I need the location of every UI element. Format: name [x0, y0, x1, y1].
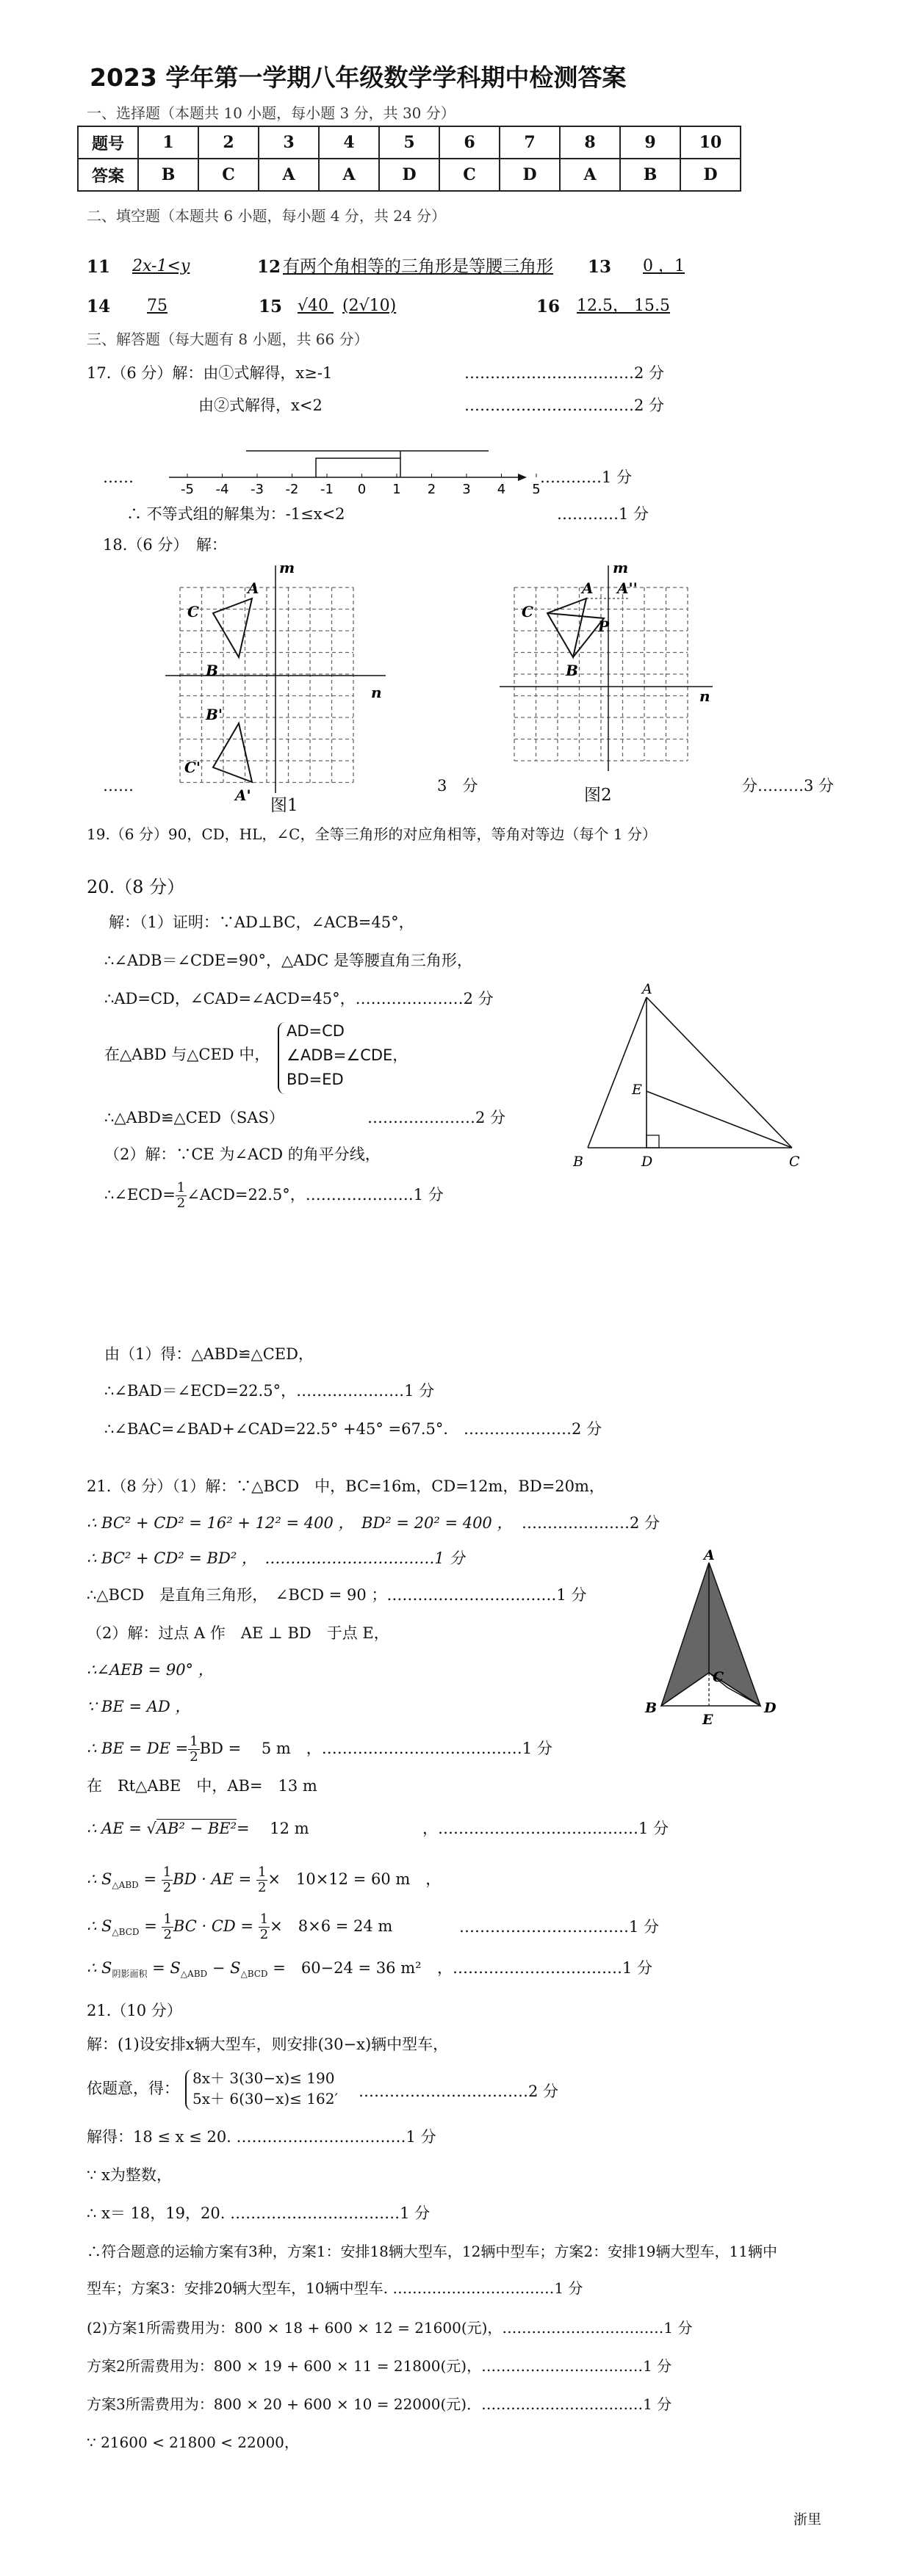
fraction-numerator: 1 [257, 1864, 267, 1880]
number-line-tick-label: -1 [320, 482, 334, 497]
q21a-line10-d: × 10×12 = 60 m ， [267, 1870, 442, 1888]
q14-number: 14 [87, 297, 111, 316]
q21a-line4: （2）解：过点 A 作 AE ⊥ BD 于点 E， [87, 1624, 389, 1642]
fraction-numerator: 1 [190, 1734, 198, 1749]
number-line [169, 438, 541, 497]
q21a-line3: ∴△BCD 是直角三角形， ∠BCD = 90 ；……………………………1 分 [87, 1586, 587, 1604]
q21a-label-D: D [764, 1700, 777, 1716]
q20-line7-a: ∴∠ECD= [104, 1185, 176, 1204]
q21a-label-E: E [702, 1712, 713, 1728]
table-header-cell: 题号 [78, 126, 138, 159]
q18-label-B-prime: B' [206, 706, 223, 723]
q21a-figure [639, 1548, 786, 1732]
q20-line6: （2）解：∵CE 为∠ACD 的角平分线， [104, 1146, 381, 1163]
q21b-line1: 解：(1)设安排x辆大型车，则安排(30−x)辆中型车， [87, 2036, 449, 2053]
q21a-line9-sqrt: AB² − BE² [156, 1820, 237, 1837]
q21a-line9-points: ，…………………………………1 分 [422, 1820, 669, 1837]
q21a-line2: ∴ BC² + CD² = BD² ， ……………………………1 分 [87, 1549, 465, 1567]
q20-line7-b: ∠ACD=22.5°，…………………1 分 [187, 1185, 444, 1204]
table-cell: B [138, 159, 198, 191]
q21b-line8: (2)方案1所需费用为：800 × 18 + 600 × 12 = 21600(元)，……………………………1 分 [87, 2319, 693, 2337]
q21b-line10: 方案3所需费用为：800 × 20 + 600 × 10 = 22000(元)．……………………………1 分 [87, 2395, 672, 2413]
fraction-numerator: 1 [163, 1911, 172, 1927]
fraction-half [259, 1912, 270, 1942]
q19-answer: 19.（6 分）90，CD，HL，∠C，全等三角形的对应角相等，等角对等边（每个 1 分） [87, 825, 657, 843]
q18-points-b: 分………3 分 [742, 777, 835, 795]
table-cell: A [319, 159, 379, 191]
table-cell: 4 [319, 126, 379, 159]
table-cell: D [379, 159, 439, 191]
q21a-line11-c: BC · CD = [173, 1917, 259, 1935]
q11-number: 11 [87, 257, 111, 277]
q21a-line7 [87, 1734, 552, 1765]
choice-answer-table [77, 126, 741, 192]
fraction-half [162, 1865, 173, 1895]
number-line-tick-label: -2 [285, 482, 299, 497]
table-cell: A [560, 159, 620, 191]
q21a-line12-sub2: △ABD [180, 1969, 208, 1980]
q21a-label-C: C [713, 1669, 724, 1685]
q21b-system-1: 8x＋ 3(30−x)≤ 190 [192, 2069, 335, 2087]
fraction-numerator: 1 [259, 1911, 269, 1927]
q17-points1: ……………………………2 分 [464, 364, 665, 382]
footer-text: 浙里 [793, 2511, 822, 2528]
q21a-line7-b: BD = 5 m ，…………………………………1 分 [199, 1739, 552, 1757]
q21b-line11: ∵ 21600 < 21800 < 22000， [87, 2434, 299, 2451]
table-cell: 5 [379, 126, 439, 159]
q21b-line4: ∵ x为整数， [87, 2166, 172, 2184]
fraction-denominator: 2 [176, 1195, 186, 1211]
q17-line1: 17.（6 分）解：由①式解得，x≥-1 [87, 364, 333, 382]
q21a-line6: ∵ BE = AD ， [87, 1698, 191, 1715]
fraction-denominator: 2 [259, 1926, 269, 1942]
table-cell: 8 [560, 126, 620, 159]
q12-number: 12 [257, 257, 281, 277]
fraction-half [256, 1865, 267, 1895]
fraction-denominator: 2 [190, 1748, 198, 1765]
q17-points3: …………1 分 [540, 468, 633, 486]
q21a-line9-b: = 12 m [237, 1820, 309, 1837]
q20-line3: ∴AD=CD，∠CAD=∠ACD=45°，…………………2 分 [104, 990, 494, 1007]
q18-fig2-label-B: B [566, 662, 578, 679]
q21a-line12-sub: 阴影面积 [112, 1969, 148, 1980]
q21b-line2: 依题意，得： [87, 2080, 179, 2097]
q21b-line2-points: ……………………………2 分 [359, 2083, 559, 2100]
q12-answer: 有两个角相等的三角形是等腰三角形 [283, 257, 553, 276]
q21a-line10-c: BD · AE = [173, 1870, 256, 1888]
q21a-line11-a: ∴ S [87, 1917, 112, 1935]
q21a-line9 [87, 1820, 309, 1838]
q15-answer-b: (2√10) [342, 297, 397, 315]
q20-line5: ∴△ABD≌△CED（SAS） [104, 1109, 284, 1126]
q21a-line12-a: ∴ S [87, 1959, 112, 1977]
table-header-cell: 答案 [78, 159, 138, 191]
q13-answer: 0 ，1 [643, 257, 685, 275]
table-cell: D [680, 159, 741, 191]
table-cell: 2 [198, 126, 259, 159]
q21b-line9: 方案2所需费用为：800 × 19 + 600 × 11 = 21800(元)，……………………………1 分 [87, 2357, 672, 2375]
fraction-half [188, 1734, 199, 1765]
q16-number: 16 [536, 297, 561, 316]
q20-label-D: D [641, 1154, 653, 1170]
section-fill-heading: 二、填空题（本题共 6 小题，每小题 4 分，共 24 分） [87, 207, 447, 225]
q20-figure [573, 983, 808, 1173]
q21a-line12-sub3: △BCD [240, 1969, 268, 1980]
q18-fig2-label-A2: A'' [617, 579, 638, 597]
q17-dots: …… [103, 468, 134, 486]
q21a-line12-points: ，……………………………1 分 [437, 1959, 653, 1977]
q21a-label-B: B [645, 1700, 658, 1716]
q18-figure-1 [165, 558, 408, 808]
q18-label-m: m [279, 559, 295, 576]
q18-dots: …… [103, 777, 134, 795]
q21a-line10-sub: △ABD [112, 1879, 139, 1890]
q21b-system-brace [185, 2069, 192, 2110]
q21a-line1: ∴ BC² + CD² = 16² + 12² = 400 ， BD² = 20² = 400 ， [87, 1514, 513, 1532]
q21a-label-A: A [704, 1547, 715, 1563]
table-cell: 7 [500, 126, 560, 159]
q21a-line12-c: − S [207, 1959, 241, 1977]
q17-line2: 由②式解得，x<2 [198, 397, 323, 414]
fraction-denominator: 2 [257, 1879, 267, 1895]
q21b-line3: 解得：18 ≤ x ≤ 20. ……………………………1 分 [87, 2128, 436, 2146]
q20-line4: 在△ABD 与△CED 中， [104, 1046, 270, 1063]
q17-points4: …………1 分 [557, 505, 649, 523]
table-cell: 9 [620, 126, 680, 159]
section-choice-heading: 一、选择题（本题共 10 小题，每小题 3 分，共 30 分） [87, 104, 455, 122]
q21a-line11-sub: △BCD [112, 1926, 140, 1937]
section-solve-heading: 三、解答题（每大题有 8 小题，共 66 分） [87, 330, 369, 348]
table-row [78, 126, 741, 159]
number-line-tick-label: 5 [532, 482, 541, 497]
q21a-line10 [87, 1865, 441, 1895]
fraction-denominator: 2 [163, 1926, 172, 1942]
q18-fig2-caption: 图2 [584, 786, 612, 805]
number-line-tick-label: -3 [251, 482, 264, 497]
q15-answer-a: √40 [298, 297, 329, 315]
q18-label-B: B [206, 662, 218, 679]
q20-line5-points: …………………2 分 [367, 1109, 506, 1126]
number-line-tick-label: 4 [497, 482, 506, 497]
fraction-numerator: 1 [176, 1180, 186, 1195]
q18-fig2-label-C: C [522, 603, 533, 621]
q20-label-A: A [642, 981, 652, 997]
fraction-half [162, 1912, 173, 1942]
q13-number: 13 [588, 257, 612, 277]
q20-system-2: ∠ADB=∠CDE， [287, 1046, 408, 1064]
q20-label-B: B [573, 1154, 583, 1170]
q20-label-C: C [789, 1154, 800, 1170]
q18-label-n: n [371, 684, 382, 701]
table-cell: 6 [439, 126, 500, 159]
q20-line2: ∴∠ADB＝∠CDE=90°，△ADC 是等腰直角三角形， [104, 952, 472, 969]
q21a-line5: ∴∠AEB = 90° ， [87, 1661, 214, 1679]
number-line-tick-label: 1 [392, 482, 401, 497]
q20-heading: 20.（8 分） [87, 877, 185, 897]
q16-answer: 12.5， 15.5 [577, 297, 670, 315]
q18-fig2-label-A: A [582, 579, 594, 597]
q21b-line5: ∴ x＝ 18，19，20. ……………………………1 分 [87, 2204, 431, 2222]
q15-answer [283, 297, 425, 316]
q20-line7 [104, 1181, 444, 1211]
q21a-line12-b: = S [147, 1959, 181, 1977]
q18-label-A-prime: A' [235, 786, 251, 804]
q21a-line7-a: ∴ BE = DE = [87, 1739, 189, 1757]
number-line-tick-label: 3 [462, 482, 471, 497]
q21a-line9-a: ∴ AE = [87, 1820, 147, 1837]
q20-line9: ∴∠BAD＝∠ECD=22.5°，…………………1 分 [104, 1382, 435, 1400]
q20-system-1: AD=CD [287, 1022, 345, 1040]
q21a-line11-points: ……………………………1 分 [459, 1918, 660, 1936]
fraction-denominator: 2 [162, 1879, 172, 1895]
q17-line3: ∴ 不等式组的解集为：-1≤x<2 [126, 505, 345, 523]
q15-number: 15 [259, 297, 283, 316]
q20-line1: 解：（1）证明：∵AD⊥BC，∠ACB=45°， [109, 913, 414, 931]
table-cell: D [500, 159, 560, 191]
q21b-line7: 型车；方案3：安排20辆大型车，10辆中型车. ……………………………1 分 [87, 2279, 583, 2297]
q18-heading: 18.（6 分） 解： [103, 536, 227, 554]
number-line-tick-label: -5 [181, 482, 194, 497]
q20-system-3: BD=ED [287, 1071, 344, 1088]
q11-answer: 2x-1<y [132, 257, 190, 275]
q18-label-C: C [187, 603, 199, 621]
q20-system-brace [278, 1022, 285, 1094]
q18-points-a: 3 分 [437, 777, 478, 795]
sqrt-sign: √ [146, 1820, 156, 1837]
q14-answer: 75 [147, 297, 168, 315]
table-cell: 3 [259, 126, 319, 159]
q20-line10: ∴∠BAC=∠BAD+∠CAD=22.5° +45° =67.5°． …………………2 分 [104, 1420, 602, 1438]
q21b-line6: ∴符合题意的运输方案有3种，方案1：安排18辆大型车，12辆中型车；方案2：安排19辆大型车，11辆中 [87, 2243, 777, 2260]
table-cell: B [620, 159, 680, 191]
table-row [78, 159, 741, 191]
page-title: 2023 学年第一学期八年级数学学科期中检测答案 [90, 63, 627, 92]
table-cell: C [439, 159, 500, 191]
q21a-line12-d: = 60−24 = 36 m² [267, 1959, 422, 1977]
table-cell: 1 [138, 126, 198, 159]
q21b-heading: 21.（10 分） [87, 2002, 182, 2019]
q18-figure-2 [500, 558, 742, 778]
q21a-line11-d: × 8×6 = 24 m [270, 1917, 393, 1935]
q21a-line8: 在 Rt△ABE 中，AB= 13 m [87, 1777, 317, 1795]
number-line-tick-label: 2 [427, 482, 436, 497]
q21a-heading: 21.（8 分）（1）解：∵△BCD 中，BC=16m，CD=12m，BD=20m， [87, 1477, 605, 1495]
q21a-line11 [87, 1912, 392, 1942]
q18-fig1-caption: 图1 [270, 796, 298, 815]
table-cell: 10 [680, 126, 741, 159]
fraction-half [176, 1181, 187, 1211]
number-line-tick-label: -4 [215, 482, 229, 497]
q18-label-C-prime: C' [184, 759, 201, 776]
q18-fig2-label-m: m [613, 559, 629, 576]
q21a-line10-b: = [138, 1870, 162, 1888]
q17-points2: ……………………………2 分 [464, 397, 665, 414]
table-cell: C [198, 159, 259, 191]
number-line-tick-label: 0 [357, 482, 367, 497]
q20-line8: 由（1）得：△ABD≌△CED， [104, 1345, 314, 1363]
q21a-line10-a: ∴ S [87, 1870, 112, 1888]
q21a-line11-b: = [139, 1917, 162, 1935]
q21a-line1-points: …………………2 分 [522, 1514, 660, 1532]
table-cell: A [259, 159, 319, 191]
fraction-numerator: 1 [162, 1864, 172, 1880]
q20-label-E: E [632, 1082, 642, 1098]
q18-fig2-label-n: n [699, 687, 710, 705]
q21a-line12 [87, 1959, 422, 1980]
q18-label-A: A [248, 579, 259, 597]
q18-fig2-label-P: P [598, 618, 610, 635]
q21b-system-2: 5x＋ 6(30−x)≤ 162′ [192, 2090, 339, 2108]
